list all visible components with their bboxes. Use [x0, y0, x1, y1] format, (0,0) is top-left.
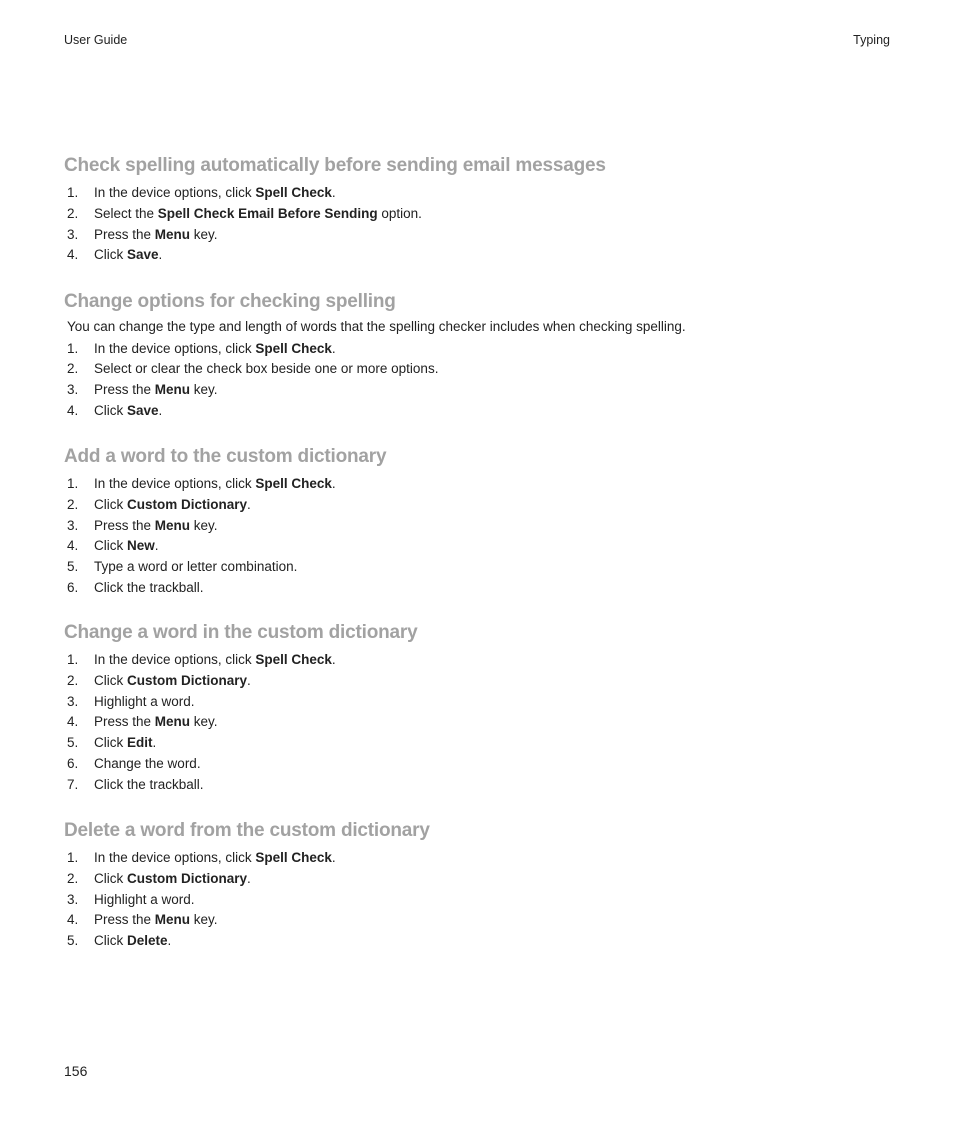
- step-item: 2. Click Custom Dictionary.: [64, 671, 894, 692]
- step-number: 1.: [67, 340, 79, 356]
- step-number: 2.: [67, 672, 79, 688]
- step-number: 1.: [67, 185, 79, 200]
- step-item: 3. Press the Menu key.: [64, 380, 894, 401]
- step-number: 2.: [67, 205, 79, 221]
- section-heading: Change a word in the custom dictionary: [64, 622, 418, 643]
- step-item: 5. Click Delete.: [64, 931, 894, 952]
- step-item: 7. Click the trackball.: [64, 775, 894, 796]
- step-number: 3.: [67, 693, 79, 709]
- step-item: 6. Click the trackball.: [64, 578, 894, 599]
- step-number: 3.: [67, 226, 79, 242]
- step-number: 4.: [67, 402, 79, 418]
- section-add-word: [64, 446, 894, 599]
- step-number: 1.: [67, 850, 79, 865]
- step-item: 2. Click Custom Dictionary.: [64, 869, 894, 890]
- step-item: 5. Type a word or letter combination.: [64, 557, 894, 578]
- step-number: 6.: [67, 755, 79, 771]
- step-item: 1. In the device options, click Spell Check.: [64, 474, 894, 495]
- step-item: 1. In the device options, click Spell Check.: [64, 650, 894, 671]
- step-number: 5.: [67, 933, 79, 949]
- step-item: 2. Click Custom Dictionary.: [64, 495, 894, 516]
- section-heading: Check spelling automatically before sending email messages: [64, 155, 606, 176]
- step-item: 3. Press the Menu key.: [64, 516, 894, 537]
- section-change-spelling-options: [64, 291, 894, 422]
- section-heading: Add a word to the custom dictionary: [64, 446, 387, 467]
- step-item: 1. In the device options, click Spell Check.: [64, 848, 894, 869]
- step-number: 5.: [67, 559, 79, 575]
- running-header-chapter: Typing: [853, 33, 890, 47]
- step-item: 3. Highlight a word.: [64, 692, 894, 713]
- step-item: 4. Click Save.: [64, 245, 894, 266]
- step-number: 4.: [67, 538, 79, 554]
- step-item: 4. Press the Menu key.: [64, 712, 894, 733]
- step-item: 3. Press the Menu key.: [64, 225, 894, 246]
- running-header-title: User Guide: [64, 33, 128, 47]
- step-item: 4. Press the Menu key.: [64, 910, 894, 931]
- step-number: 3.: [67, 517, 79, 533]
- section-intro: You can change the type and length of words that the spelling checker includes when checking spelling.: [67, 319, 686, 334]
- steps-list: [64, 650, 894, 796]
- steps-list: [64, 339, 894, 422]
- step-item: 1. In the device options, click Spell Check.: [64, 183, 894, 204]
- step-item: 4. Click New.: [64, 536, 894, 557]
- step-number: 6.: [67, 579, 79, 595]
- section-change-word: [64, 622, 894, 796]
- step-item: 4. Click Save.: [64, 401, 894, 422]
- step-item: 6. Change the word.: [64, 754, 894, 775]
- step-number: 1.: [67, 652, 79, 667]
- step-item: 3. Highlight a word.: [64, 890, 894, 911]
- steps-list: [64, 474, 894, 599]
- steps-list: [64, 848, 894, 952]
- section-check-spelling-automatically: [64, 155, 894, 266]
- page-number: 156: [64, 1063, 88, 1079]
- step-number: 4.: [67, 912, 79, 928]
- step-number: 2.: [67, 496, 79, 512]
- step-number: 5.: [67, 735, 79, 751]
- step-number: 2.: [67, 361, 79, 377]
- section-delete-word: [64, 820, 894, 952]
- step-number: 3.: [67, 382, 79, 398]
- step-item: 2. Select the Spell Check Email Before Sending option.: [64, 204, 894, 225]
- step-number: 4.: [67, 714, 79, 730]
- step-number: 2.: [67, 870, 79, 886]
- step-number: 1.: [67, 476, 79, 491]
- step-item: 1. In the device options, click Spell Check.: [64, 339, 894, 360]
- step-item: 2. Select or clear the check box beside one or more options.: [64, 359, 894, 380]
- step-number: 7.: [67, 776, 79, 792]
- section-heading: Delete a word from the custom dictionary: [64, 820, 430, 841]
- step-number: 4.: [67, 247, 79, 263]
- step-number: 3.: [67, 891, 79, 907]
- section-heading: Change options for checking spelling: [64, 291, 396, 312]
- step-item: 5. Click Edit.: [64, 733, 894, 754]
- steps-list: [64, 183, 894, 266]
